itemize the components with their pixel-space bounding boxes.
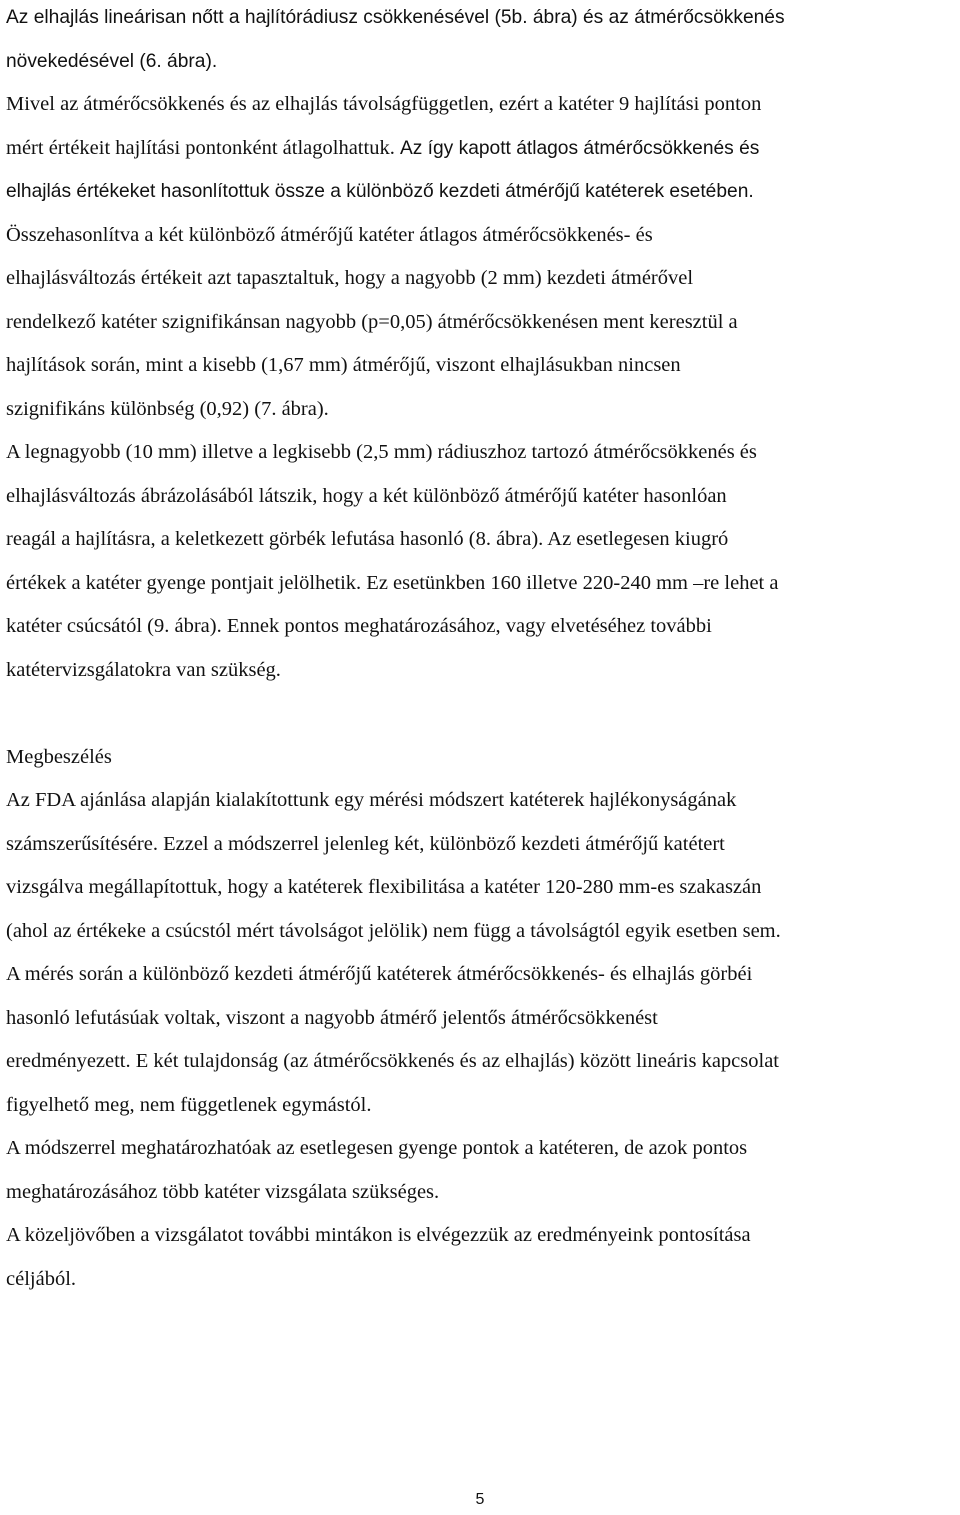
text-line: számszerűsítésére. Ezzel a módszerrel jelenleg két, különböző kezdeti átmérőjű katétert	[6, 832, 725, 855]
text-line: A mérés során a különböző kezdeti átmérőjű katéterek átmérőcsökkenés- és elhajlás görbéi	[6, 963, 753, 985]
text-segment: Az így kapott átlagos átmérőcsökkenés és	[399, 137, 760, 159]
text-line: céljából.	[6, 1267, 77, 1290]
text-line: Az FDA ajánlása alapján kialakítottunk egy mérési módszert katéterek hajlékonyságának	[6, 789, 737, 811]
text-line: értékek a katéter gyenge pontjait jelölhetik. Ez esetünkben 160 illetve 220-240 mm –re lehet a	[6, 571, 779, 594]
paragraph-results-intro	[6, 0, 960, 83]
text-line: elhajlásváltozás értékeit azt tapasztaltuk, hogy a nagyobb (2 mm) kezdeti átmérővel	[6, 267, 694, 289]
text-line: katétervizsgálatokra van szükség.	[6, 658, 281, 681]
text-line: meghatározásához több katéter vizsgálata szükséges.	[6, 1180, 440, 1203]
text-line: növekedésével (6. ábra).	[6, 50, 218, 72]
text-line: Az elhajlás lineárisan nőtt a hajlítórádiusz csökkenésével (5b. ábra) és az átmérőcsökkenés	[6, 7, 785, 28]
paragraph-radius-analysis	[6, 431, 960, 692]
text-line: A közeljövőben a vizsgálatot további mintákon is elvégezzük az eredményeink pontosítása	[6, 1224, 751, 1246]
text-line: rendelkező katéter szignifikánsan nagyobb (p=0,05) átmérőcsökkenésen ment keresztül a	[6, 310, 738, 333]
text-line: A módszerrel meghatározhatóak az esetlegesen gyenge pontok a katéteren, de azok pontos	[6, 1137, 748, 1159]
text-line: Mivel az átmérőcsökkenés és az elhajlás távolságfüggetlen, ezért a katéter 9 hajlítási ponton	[6, 93, 762, 115]
text-line: figyelhető meg, nem függetlenek egymástól.	[6, 1093, 372, 1116]
text-line: katéter csúcsától (9. ábra). Ennek pontos meghatározásához, vagy elvetéséhez további	[6, 615, 712, 637]
paragraph-discussion-future	[6, 1214, 960, 1301]
paragraph-discussion-method	[6, 779, 960, 1127]
text-line: vizsgálva megállapítottuk, hogy a katéterek flexibilitása a katéter 120-280 mm-es szakaszán	[6, 876, 762, 898]
page-number: 5	[475, 1491, 485, 1508]
text-line: szignifikáns különbség (0,92) (7. ábra).	[6, 397, 329, 420]
text-line: Összehasonlítva a két különböző átmérőjű katéter átlagos átmérőcsökkenés- és	[6, 223, 653, 246]
text-line: elhajlás értékeket hasonlítottuk össze a különböző kezdeti átmérőjű katéterek esetében.	[6, 181, 754, 202]
text-line: hajlítások során, mint a kisebb (1,67 mm) átmérőjű, viszont elhajlásukban nincsen	[6, 354, 681, 376]
section-spacer	[6, 692, 960, 736]
text-line: A legnagyobb (10 mm) illetve a legkisebb (2,5 mm) rádiuszhoz tartozó átmérőcsökkenés és	[6, 441, 757, 463]
text-segment: mért értékeit hajlítási pontonként átlagolhattuk.	[6, 136, 400, 159]
section-heading: Megbeszélés	[6, 745, 112, 768]
paragraph-averaging	[6, 83, 960, 214]
text-line: elhajlásváltozás ábrázolásából látszik, hogy a két különböző átmérőjű katéter hasonlóan	[6, 484, 727, 507]
paragraph-comparison	[6, 214, 960, 432]
text-line: (ahol az értékeke a csúcstól mért távolságot jelölik) nem függ a távolságtól egyik esetben sem.	[6, 919, 781, 942]
text-line: reagál a hajlításra, a keletkezett görbék lefutása hasonló (8. ábra). Az esetlegesen kiugró	[6, 528, 729, 550]
text-line	[6, 127, 960, 171]
text-line: hasonló lefutásúak voltak, viszont a nagyobb átmérő jelentős átmérőcsökkenést	[6, 1006, 658, 1029]
paragraph-discussion-weak-points	[6, 1127, 960, 1214]
document-page	[6, 0, 960, 1301]
text-line: eredményezett. E két tulajdonság (az átmérőcsökkenés és az elhajlás) között lineáris kapcsolat	[6, 1050, 779, 1072]
